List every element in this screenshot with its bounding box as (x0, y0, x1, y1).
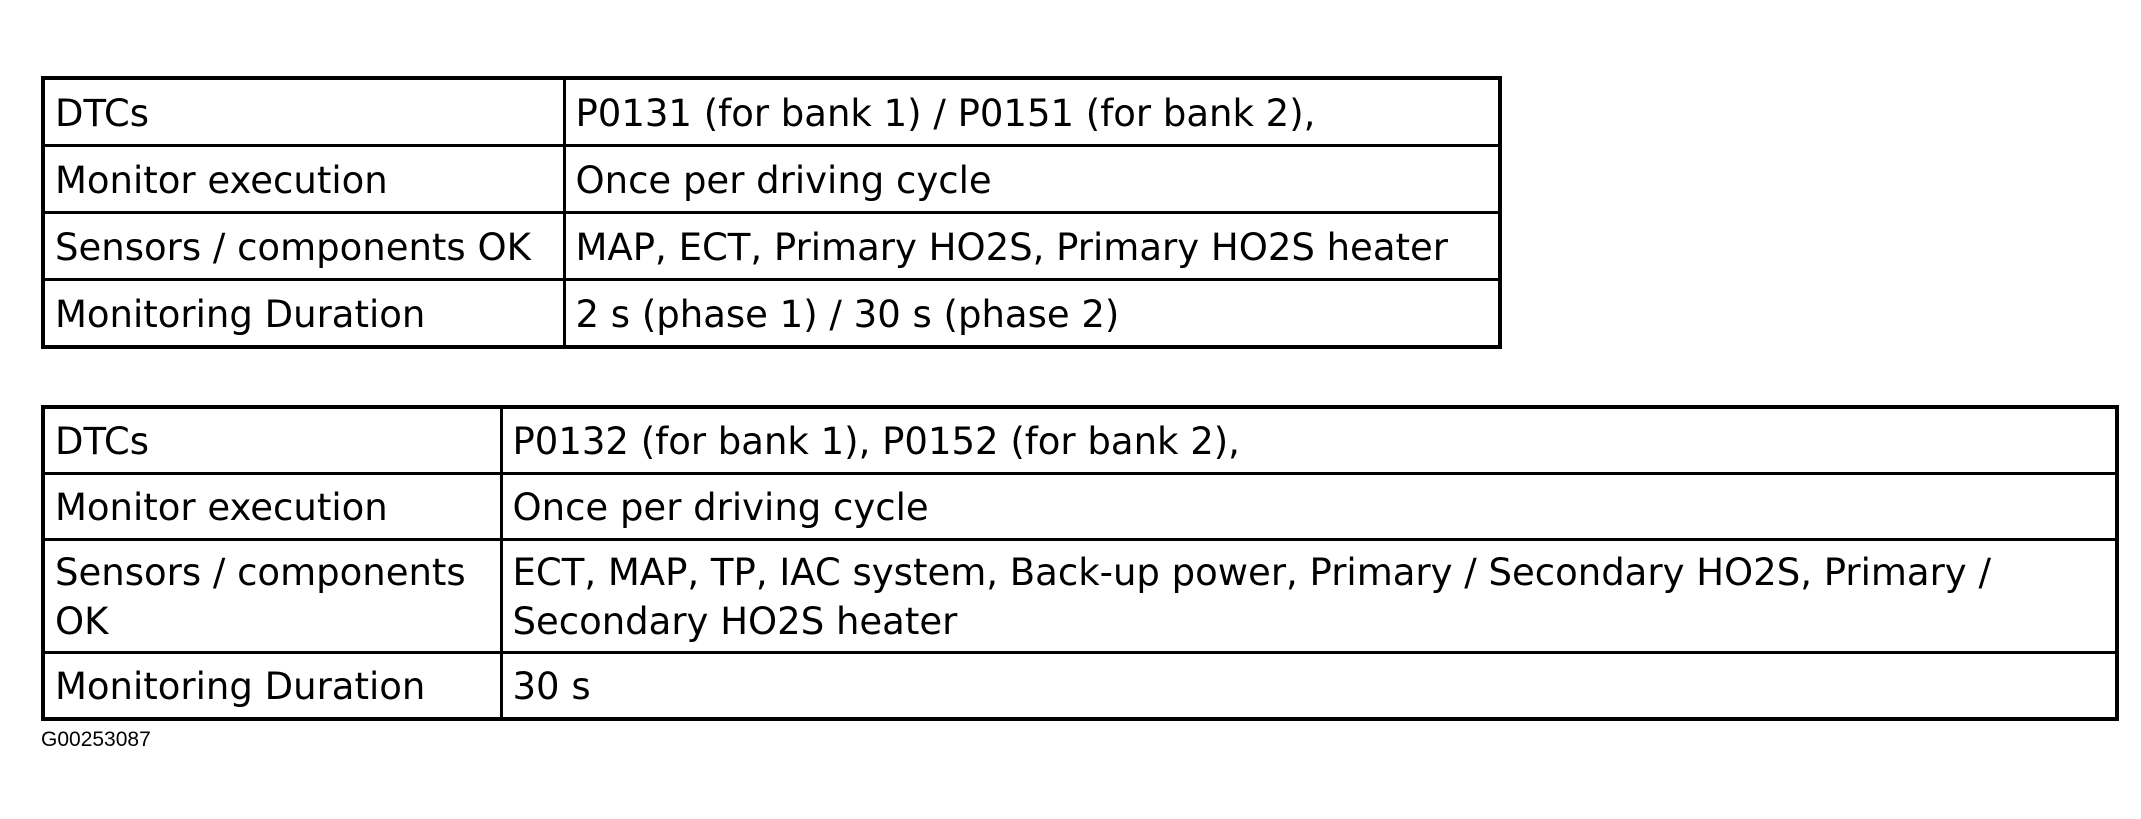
row-label-monitoring-duration: Monitoring Duration (43, 280, 564, 348)
table-row (43, 653, 2117, 720)
row-value-monitor-execution: Once per driving cycle (501, 474, 2117, 540)
row-label-dtcs: DTCs (43, 407, 501, 474)
row-label-monitoring-duration: Monitoring Duration (43, 653, 501, 720)
row-label-sensors-components: Sensors / components OK (43, 213, 564, 280)
monitor-spec-table-1 (41, 76, 1502, 349)
row-value-dtcs: P0131 (for bank 1) / P0151 (for bank 2), (564, 78, 1500, 146)
row-value-monitoring-duration: 30 s (501, 653, 2117, 720)
row-label-monitor-execution: Monitor execution (43, 146, 564, 213)
row-value-sensors-components: ECT, MAP, TP, IAC system, Back-up power, Primary / Secondary HO2S, Primary / Secondary HO2S heater (501, 540, 2117, 653)
table-row (43, 280, 1500, 348)
row-value-monitor-execution: Once per driving cycle (564, 146, 1500, 213)
table-row (43, 407, 2117, 474)
table-row (43, 78, 1500, 146)
table-row (43, 213, 1500, 280)
row-value-dtcs: P0132 (for bank 1), P0152 (for bank 2), (501, 407, 2117, 474)
row-value-monitoring-duration: 2 s (phase 1) / 30 s (phase 2) (564, 280, 1500, 348)
table-row (43, 474, 2117, 540)
monitor-spec-table-2 (41, 405, 2119, 721)
table-row (43, 146, 1500, 213)
row-label-dtcs: DTCs (43, 78, 564, 146)
figure-id-label: G00253087 (41, 728, 151, 751)
table-row (43, 540, 2117, 653)
row-label-monitor-execution: Monitor execution (43, 474, 501, 540)
row-value-sensors-components: MAP, ECT, Primary HO2S, Primary HO2S heater (564, 213, 1500, 280)
row-label-sensors-components: Sensors / components OK (43, 540, 501, 653)
